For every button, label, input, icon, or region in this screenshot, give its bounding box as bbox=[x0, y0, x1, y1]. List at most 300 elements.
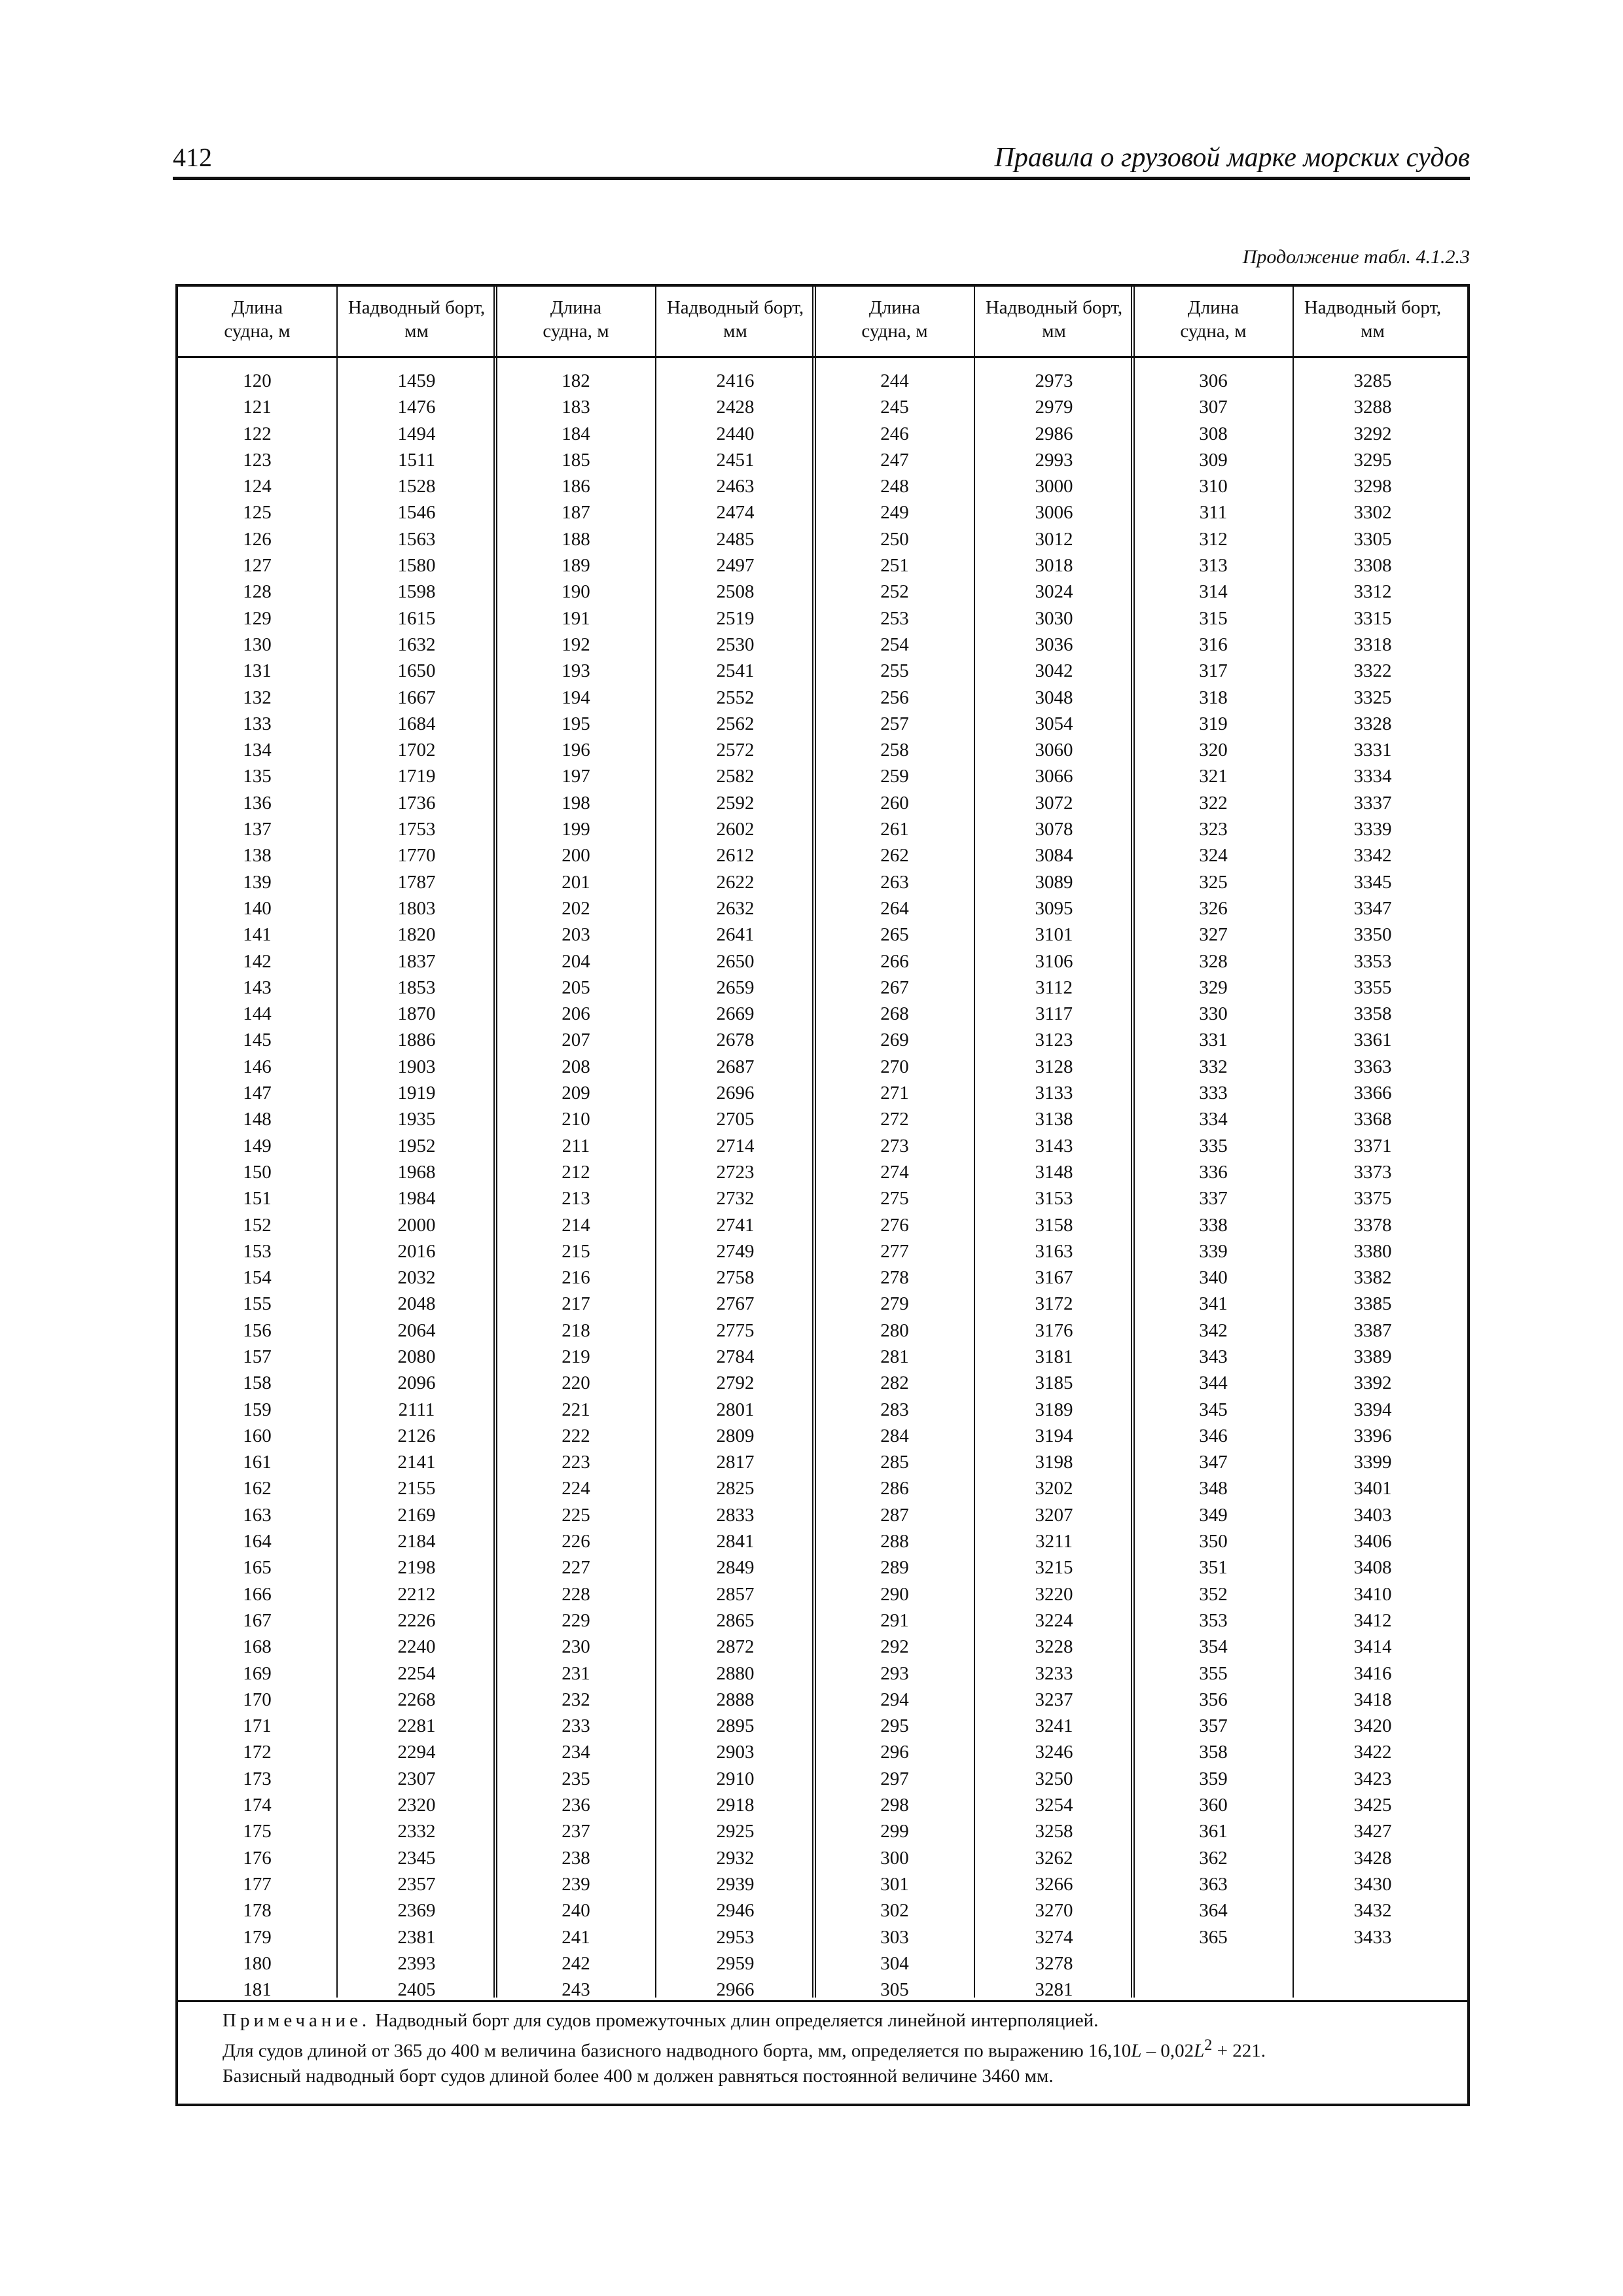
length-cell: 178 bbox=[243, 1900, 272, 1922]
length-cell: 122 bbox=[243, 423, 272, 444]
freeboard-cell: 3295 bbox=[1353, 449, 1392, 471]
length-cell: 133 bbox=[243, 713, 272, 734]
freeboard-cell: 3189 bbox=[1035, 1399, 1073, 1420]
freeboard-cell: 1753 bbox=[397, 819, 436, 840]
length-cell: 293 bbox=[880, 1662, 909, 1684]
length-cell: 354 bbox=[1199, 1636, 1228, 1658]
length-cell: 360 bbox=[1199, 1795, 1228, 1816]
length-cell: 362 bbox=[1199, 1847, 1228, 1869]
length-cell: 263 bbox=[880, 871, 909, 893]
length-cell: 336 bbox=[1199, 1161, 1228, 1183]
freeboard-cell: 3366 bbox=[1353, 1083, 1392, 1104]
freeboard-cell: 1935 bbox=[397, 1109, 436, 1130]
length-cell: 129 bbox=[243, 607, 272, 629]
freeboard-cell: 3416 bbox=[1353, 1662, 1392, 1684]
length-cell: 269 bbox=[880, 1030, 909, 1051]
length-cell: 319 bbox=[1199, 713, 1228, 734]
length-cell: 156 bbox=[243, 1319, 272, 1341]
freeboard-cell: 2141 bbox=[397, 1452, 436, 1473]
length-cell: 254 bbox=[880, 634, 909, 655]
freeboard-cell: 2767 bbox=[716, 1293, 755, 1315]
freeboard-cell: 1459 bbox=[397, 370, 436, 391]
freeboard-cell: 2632 bbox=[716, 897, 755, 919]
length-cell: 252 bbox=[880, 581, 909, 603]
length-cell: 145 bbox=[243, 1030, 272, 1051]
column-header-length bbox=[178, 296, 336, 343]
length-cell: 143 bbox=[243, 977, 272, 998]
length-cell: 227 bbox=[562, 1557, 590, 1579]
freeboard-cell: 3292 bbox=[1353, 423, 1392, 444]
freeboard-cell: 2508 bbox=[716, 581, 755, 603]
freeboard-cell: 3072 bbox=[1035, 792, 1073, 814]
length-cell: 299 bbox=[880, 1821, 909, 1842]
freeboard-cell: 2749 bbox=[716, 1240, 755, 1262]
freeboard-cell: 3331 bbox=[1353, 740, 1392, 761]
column-header-line: мм bbox=[723, 321, 747, 342]
length-cell: 186 bbox=[562, 476, 590, 497]
freeboard-cell: 3194 bbox=[1035, 1425, 1073, 1446]
length-cell: 183 bbox=[562, 397, 590, 418]
freeboard-cell: 3241 bbox=[1035, 1715, 1073, 1737]
freeboard-cell: 2669 bbox=[716, 1003, 755, 1025]
length-cell: 305 bbox=[880, 1979, 909, 2001]
column-header-line: Надводный борт, bbox=[1304, 297, 1442, 318]
length-cell: 352 bbox=[1199, 1583, 1228, 1605]
freeboard-cell: 3133 bbox=[1035, 1083, 1073, 1104]
freeboard-cell: 3281 bbox=[1035, 1979, 1073, 2001]
length-cell: 309 bbox=[1199, 449, 1228, 471]
freeboard-cell: 3396 bbox=[1353, 1425, 1392, 1446]
freeboard-cell: 1952 bbox=[397, 1135, 436, 1157]
length-cell: 152 bbox=[243, 1214, 272, 1236]
length-cell: 144 bbox=[243, 1003, 272, 1025]
freeboard-cell: 3355 bbox=[1353, 977, 1392, 998]
length-cell: 184 bbox=[562, 423, 590, 444]
header-separator bbox=[178, 356, 1467, 358]
freeboard-cell: 3048 bbox=[1035, 687, 1073, 708]
column-header-line: мм bbox=[1361, 321, 1385, 342]
freeboard-cell: 2369 bbox=[397, 1900, 436, 1922]
length-cell: 355 bbox=[1199, 1662, 1228, 1684]
length-cell: 312 bbox=[1199, 528, 1228, 550]
length-cell: 251 bbox=[880, 555, 909, 577]
freeboard-column bbox=[1293, 368, 1453, 1950]
freeboard-cell: 3106 bbox=[1035, 950, 1073, 972]
column-header-line: Длина bbox=[231, 297, 283, 318]
length-cell: 340 bbox=[1199, 1267, 1228, 1289]
length-cell: 338 bbox=[1199, 1214, 1228, 1236]
freeboard-cell: 1803 bbox=[397, 897, 436, 919]
freeboard-cell: 3394 bbox=[1353, 1399, 1392, 1420]
freeboard-cell: 3373 bbox=[1353, 1161, 1392, 1183]
length-cell: 240 bbox=[562, 1900, 590, 1922]
length-cell: 241 bbox=[562, 1926, 590, 1948]
length-cell: 179 bbox=[243, 1926, 272, 1948]
freeboard-cell: 3392 bbox=[1353, 1372, 1392, 1394]
freeboard-cell: 1632 bbox=[397, 634, 436, 655]
length-cell: 131 bbox=[243, 660, 272, 682]
freeboard-cell: 2918 bbox=[716, 1795, 755, 1816]
length-cell: 364 bbox=[1199, 1900, 1228, 1922]
freeboard-cell: 2986 bbox=[1035, 423, 1073, 444]
length-cell: 244 bbox=[880, 370, 909, 391]
freeboard-cell: 3389 bbox=[1353, 1346, 1392, 1367]
freeboard-cell: 2825 bbox=[716, 1478, 755, 1499]
freeboard-cell: 3375 bbox=[1353, 1188, 1392, 1210]
column-header-line: мм bbox=[1042, 321, 1066, 342]
length-cell: 203 bbox=[562, 924, 590, 946]
freeboard-cell: 3412 bbox=[1353, 1609, 1392, 1631]
length-cell: 327 bbox=[1199, 924, 1228, 946]
length-cell: 180 bbox=[243, 1952, 272, 1974]
freeboard-cell: 3347 bbox=[1353, 897, 1392, 919]
freeboard-cell: 3018 bbox=[1035, 555, 1073, 577]
length-cell: 167 bbox=[243, 1609, 272, 1631]
freeboard-cell: 3202 bbox=[1035, 1478, 1073, 1499]
length-cell: 229 bbox=[562, 1609, 590, 1631]
freeboard-cell: 3254 bbox=[1035, 1795, 1073, 1816]
freeboard-cell: 2910 bbox=[716, 1768, 755, 1789]
freeboard-cell: 2155 bbox=[397, 1478, 436, 1499]
freeboard-cell: 3345 bbox=[1353, 871, 1392, 893]
freeboard-cell: 2541 bbox=[716, 660, 755, 682]
freeboard-cell: 2582 bbox=[716, 766, 755, 787]
length-cell: 225 bbox=[562, 1504, 590, 1526]
length-cell: 297 bbox=[880, 1768, 909, 1789]
length-cell: 271 bbox=[880, 1083, 909, 1104]
freeboard-cell: 2841 bbox=[716, 1531, 755, 1552]
freeboard-cell: 3387 bbox=[1353, 1319, 1392, 1341]
length-cell: 345 bbox=[1199, 1399, 1228, 1420]
length-cell: 248 bbox=[880, 476, 909, 497]
freeboard-cell: 1770 bbox=[397, 845, 436, 867]
length-cell: 162 bbox=[243, 1478, 272, 1499]
freeboard-cell: 2732 bbox=[716, 1188, 755, 1210]
length-cell: 302 bbox=[880, 1900, 909, 1922]
length-cell: 123 bbox=[243, 449, 272, 471]
freeboard-cell: 3420 bbox=[1353, 1715, 1392, 1737]
freeboard-cell: 3148 bbox=[1035, 1161, 1073, 1183]
freeboard-cell: 2080 bbox=[397, 1346, 436, 1367]
freeboard-cell: 2320 bbox=[397, 1795, 436, 1816]
freeboard-cell: 2294 bbox=[397, 1742, 436, 1763]
freeboard-cell: 2032 bbox=[397, 1267, 436, 1289]
freeboard-cell: 2416 bbox=[716, 370, 755, 391]
freeboard-cell: 3228 bbox=[1035, 1636, 1073, 1658]
length-cell: 182 bbox=[562, 370, 590, 391]
column-header-line: судна, м bbox=[543, 321, 609, 342]
length-cell: 192 bbox=[562, 634, 590, 655]
freeboard-cell: 2973 bbox=[1035, 370, 1073, 391]
column-header-line: судна, м bbox=[224, 321, 291, 342]
freeboard-cell: 3224 bbox=[1035, 1609, 1073, 1631]
length-cell: 261 bbox=[880, 819, 909, 840]
length-cell: 226 bbox=[562, 1531, 590, 1552]
freeboard-cell: 2895 bbox=[716, 1715, 755, 1737]
freeboard-cell: 3399 bbox=[1353, 1452, 1392, 1473]
freeboard-cell: 2562 bbox=[716, 713, 755, 734]
freeboard-cell: 2939 bbox=[716, 1873, 755, 1895]
length-cell: 218 bbox=[562, 1319, 590, 1341]
freeboard-cell: 3084 bbox=[1035, 845, 1073, 867]
column-header-length bbox=[497, 296, 655, 343]
length-cell: 202 bbox=[562, 897, 590, 919]
freeboard-cell: 3339 bbox=[1353, 819, 1392, 840]
freeboard-cell: 3185 bbox=[1035, 1372, 1073, 1394]
length-cell: 245 bbox=[880, 397, 909, 418]
length-cell: 347 bbox=[1199, 1452, 1228, 1473]
freeboard-cell: 3181 bbox=[1035, 1346, 1073, 1367]
freeboard-cell: 2393 bbox=[397, 1952, 436, 1974]
length-cell: 130 bbox=[243, 634, 272, 655]
freeboard-cell: 3382 bbox=[1353, 1267, 1392, 1289]
freeboard-cell: 3428 bbox=[1353, 1847, 1392, 1869]
freeboard-cell: 2000 bbox=[397, 1214, 436, 1236]
freeboard-cell: 3371 bbox=[1353, 1135, 1392, 1157]
length-cell: 231 bbox=[562, 1662, 590, 1684]
freeboard-cell: 2254 bbox=[397, 1662, 436, 1684]
length-cell: 196 bbox=[562, 740, 590, 761]
freeboard-cell: 2903 bbox=[716, 1742, 755, 1763]
freeboard-cell: 3233 bbox=[1035, 1662, 1073, 1684]
freeboard-cell: 2723 bbox=[716, 1161, 755, 1183]
length-cell: 206 bbox=[562, 1003, 590, 1025]
freeboard-cell: 2880 bbox=[716, 1662, 755, 1684]
note-line-1: Примечание. Надводный борт для судов промежуточных длин определяется линейной интерполяцией. bbox=[223, 2010, 1099, 2031]
freeboard-cell: 3325 bbox=[1353, 687, 1392, 708]
length-cell: 282 bbox=[880, 1372, 909, 1394]
length-cell: 307 bbox=[1199, 397, 1228, 418]
freeboard-cell: 2268 bbox=[397, 1689, 436, 1710]
column-header-freeboard bbox=[336, 296, 497, 343]
freeboard-cell: 2226 bbox=[397, 1609, 436, 1631]
freeboard-cell: 2705 bbox=[716, 1109, 755, 1130]
length-cell: 292 bbox=[880, 1636, 909, 1658]
length-cell: 221 bbox=[562, 1399, 590, 1420]
length-cell: 204 bbox=[562, 950, 590, 972]
freeboard-cell: 3322 bbox=[1353, 660, 1392, 682]
freeboard-cell: 3353 bbox=[1353, 950, 1392, 972]
freeboard-cell: 3123 bbox=[1035, 1030, 1073, 1051]
length-cell: 138 bbox=[243, 845, 272, 867]
length-cell: 335 bbox=[1199, 1135, 1228, 1157]
length-cell: 295 bbox=[880, 1715, 909, 1737]
length-cell: 135 bbox=[243, 766, 272, 787]
length-cell: 287 bbox=[880, 1504, 909, 1526]
length-cell: 191 bbox=[562, 607, 590, 629]
freeboard-cell: 3315 bbox=[1353, 607, 1392, 629]
length-cell: 321 bbox=[1199, 766, 1228, 787]
freeboard-cell: 2485 bbox=[716, 528, 755, 550]
length-cell: 277 bbox=[880, 1240, 909, 1262]
note-line-3: Базисный надводный борт судов длиной более 400 м должен равняться постоянной величине 3460 мм. bbox=[223, 2065, 1054, 2087]
freeboard-cell: 3410 bbox=[1353, 1583, 1392, 1605]
freeboard-cell: 3368 bbox=[1353, 1109, 1392, 1130]
length-cell: 353 bbox=[1199, 1609, 1228, 1631]
column-header-line: судна, м bbox=[861, 321, 928, 342]
column-header-line: мм bbox=[404, 321, 429, 342]
length-cell: 220 bbox=[562, 1372, 590, 1394]
note-label: Примечание. bbox=[223, 2010, 371, 2031]
length-cell: 350 bbox=[1199, 1531, 1228, 1552]
freeboard-cell: 3401 bbox=[1353, 1478, 1392, 1499]
freeboard-cell: 3305 bbox=[1353, 528, 1392, 550]
freeboard-cell: 3163 bbox=[1035, 1240, 1073, 1262]
length-cell: 317 bbox=[1199, 660, 1228, 682]
length-cell: 349 bbox=[1199, 1504, 1228, 1526]
column-header-freeboard bbox=[655, 296, 815, 343]
freeboard-cell: 1837 bbox=[397, 950, 436, 972]
column-header-line: судна, м bbox=[1180, 321, 1247, 342]
column-header-line: Длина bbox=[550, 297, 602, 318]
length-cell: 223 bbox=[562, 1452, 590, 1473]
length-cell: 213 bbox=[562, 1188, 590, 1210]
freeboard-column bbox=[974, 368, 1134, 2003]
length-cell: 195 bbox=[562, 713, 590, 734]
freeboard-cell: 2451 bbox=[716, 449, 755, 471]
freeboard-cell: 2872 bbox=[716, 1636, 755, 1658]
length-cell: 357 bbox=[1199, 1715, 1228, 1737]
freeboard-cell: 2592 bbox=[716, 792, 755, 814]
length-cell: 238 bbox=[562, 1847, 590, 1869]
length-cell: 224 bbox=[562, 1478, 590, 1499]
length-cell: 283 bbox=[880, 1399, 909, 1420]
length-cell: 351 bbox=[1199, 1557, 1228, 1579]
freeboard-cell: 3288 bbox=[1353, 397, 1392, 418]
freeboard-cell: 3378 bbox=[1353, 1214, 1392, 1236]
freeboard-cell: 3350 bbox=[1353, 924, 1392, 946]
freeboard-cell: 3285 bbox=[1353, 370, 1392, 391]
freeboard-cell: 1650 bbox=[397, 660, 436, 682]
length-cell: 209 bbox=[562, 1083, 590, 1104]
table-caption: Продолжение табл. 4.1.2.3 bbox=[1242, 246, 1470, 268]
freeboard-cell: 3302 bbox=[1353, 502, 1392, 524]
freeboard-cell: 1494 bbox=[397, 423, 436, 444]
freeboard-cell: 2979 bbox=[1035, 397, 1073, 418]
freeboard-cell: 3334 bbox=[1353, 766, 1392, 787]
length-cell: 332 bbox=[1199, 1056, 1228, 1077]
length-cell: 339 bbox=[1199, 1240, 1228, 1262]
freeboard-cell: 1546 bbox=[397, 502, 436, 524]
length-cell: 246 bbox=[880, 423, 909, 444]
freeboard-cell: 2932 bbox=[716, 1847, 755, 1869]
freeboard-cell: 2111 bbox=[398, 1399, 435, 1420]
length-cell: 341 bbox=[1199, 1293, 1228, 1315]
freeboard-cell: 3361 bbox=[1353, 1030, 1392, 1051]
freeboard-cell: 3433 bbox=[1353, 1926, 1392, 1948]
length-cell: 140 bbox=[243, 897, 272, 919]
freeboard-cell: 2602 bbox=[716, 819, 755, 840]
length-cell: 151 bbox=[243, 1188, 272, 1210]
freeboard-cell: 2775 bbox=[716, 1319, 755, 1341]
length-cell: 170 bbox=[243, 1689, 272, 1710]
length-cell: 310 bbox=[1199, 476, 1228, 497]
length-cell: 219 bbox=[562, 1346, 590, 1367]
length-cell: 300 bbox=[880, 1847, 909, 1869]
freeboard-cell: 3153 bbox=[1035, 1188, 1073, 1210]
length-cell: 343 bbox=[1199, 1346, 1228, 1367]
length-cell: 194 bbox=[562, 687, 590, 708]
length-cell: 158 bbox=[243, 1372, 272, 1394]
length-cell: 266 bbox=[880, 950, 909, 972]
length-cell: 308 bbox=[1199, 423, 1228, 444]
length-cell: 149 bbox=[243, 1135, 272, 1157]
freeboard-cell: 3012 bbox=[1035, 528, 1073, 550]
length-cell: 155 bbox=[243, 1293, 272, 1315]
length-cell: 172 bbox=[243, 1742, 272, 1763]
freeboard-table bbox=[175, 284, 1470, 2106]
freeboard-cell: 3406 bbox=[1353, 1531, 1392, 1552]
length-cell: 325 bbox=[1199, 871, 1228, 893]
freeboard-cell: 1736 bbox=[397, 792, 436, 814]
length-column bbox=[178, 368, 336, 2003]
length-cell: 330 bbox=[1199, 1003, 1228, 1025]
length-cell: 242 bbox=[562, 1952, 590, 1974]
length-cell: 214 bbox=[562, 1214, 590, 1236]
length-cell: 268 bbox=[880, 1003, 909, 1025]
length-cell: 193 bbox=[562, 660, 590, 682]
freeboard-cell: 2946 bbox=[716, 1900, 755, 1922]
length-cell: 146 bbox=[243, 1056, 272, 1077]
freeboard-cell: 3167 bbox=[1035, 1267, 1073, 1289]
length-cell: 270 bbox=[880, 1056, 909, 1077]
length-cell: 318 bbox=[1199, 687, 1228, 708]
length-cell: 311 bbox=[1199, 502, 1228, 524]
freeboard-column bbox=[336, 368, 497, 2003]
freeboard-cell: 3432 bbox=[1353, 1900, 1392, 1922]
length-cell: 185 bbox=[562, 449, 590, 471]
freeboard-cell: 3266 bbox=[1035, 1873, 1073, 1895]
freeboard-cell: 3211 bbox=[1035, 1531, 1073, 1552]
freeboard-cell: 3042 bbox=[1035, 660, 1073, 682]
length-cell: 165 bbox=[243, 1557, 272, 1579]
freeboard-cell: 2696 bbox=[716, 1083, 755, 1104]
length-cell: 141 bbox=[243, 924, 272, 946]
length-cell: 275 bbox=[880, 1188, 909, 1210]
length-cell: 230 bbox=[562, 1636, 590, 1658]
length-cell: 197 bbox=[562, 766, 590, 787]
freeboard-cell: 2240 bbox=[397, 1636, 436, 1658]
freeboard-cell: 2307 bbox=[397, 1768, 436, 1789]
freeboard-cell: 3342 bbox=[1353, 845, 1392, 867]
freeboard-cell: 2332 bbox=[397, 1821, 436, 1842]
freeboard-cell: 2530 bbox=[716, 634, 755, 655]
freeboard-cell: 1684 bbox=[397, 713, 436, 734]
freeboard-cell: 3060 bbox=[1035, 740, 1073, 761]
freeboard-cell: 3380 bbox=[1353, 1240, 1392, 1262]
length-cell: 164 bbox=[243, 1531, 272, 1552]
length-cell: 207 bbox=[562, 1030, 590, 1051]
length-cell: 237 bbox=[562, 1821, 590, 1842]
freeboard-cell: 1870 bbox=[397, 1003, 436, 1025]
freeboard-cell: 3312 bbox=[1353, 581, 1392, 603]
freeboard-cell: 2966 bbox=[716, 1979, 755, 2001]
freeboard-cell: 3112 bbox=[1035, 977, 1073, 998]
freeboard-cell: 2659 bbox=[716, 977, 755, 998]
freeboard-cell: 2687 bbox=[716, 1056, 755, 1077]
freeboard-cell: 2096 bbox=[397, 1372, 436, 1394]
length-cell: 181 bbox=[243, 1979, 272, 2001]
freeboard-cell: 3237 bbox=[1035, 1689, 1073, 1710]
length-cell: 187 bbox=[562, 502, 590, 524]
length-cell: 313 bbox=[1199, 555, 1228, 577]
length-cell: 337 bbox=[1199, 1188, 1228, 1210]
freeboard-cell: 3089 bbox=[1035, 871, 1073, 893]
freeboard-cell: 3172 bbox=[1035, 1293, 1073, 1315]
freeboard-cell: 2463 bbox=[716, 476, 755, 497]
freeboard-cell: 2405 bbox=[397, 1979, 436, 2001]
length-cell: 262 bbox=[880, 845, 909, 867]
